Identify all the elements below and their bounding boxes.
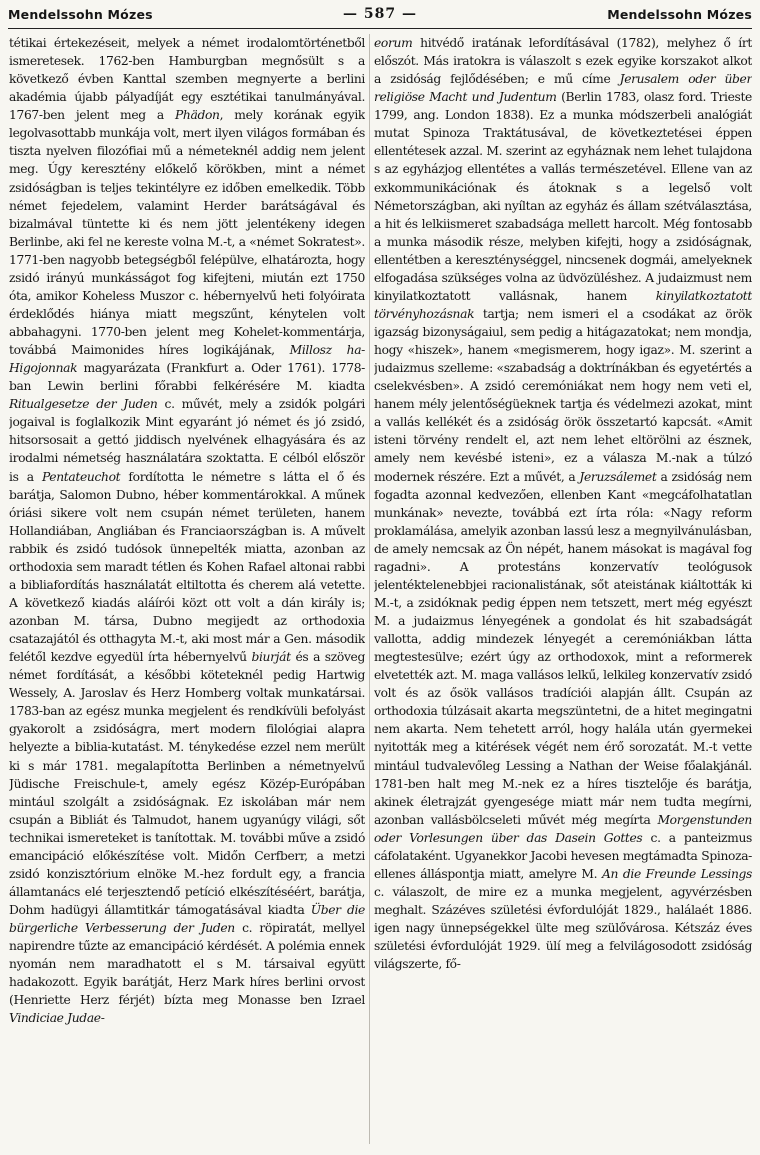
italic-title: Phädon [175,108,220,123]
text-run: magyarázata (Frankfurt a. Oder 1761). 1778-ban Lewin berlini főrabbi felkérésére M. kiadta [9,361,365,394]
italic-title: Jerusalem oder über religiöse Macht und Judentum [374,72,752,105]
italic-title: eorum [374,36,413,50]
column-divider [369,34,370,1144]
italic-title: Vindiciae Judae- [9,1011,105,1026]
italic-title: Ritualgesetze der Juden [9,397,158,412]
text-run: c. válaszolt, de mire ez a munka megjelent, agyvérzésben meghalt. Százéves születési évfordulóját 1829., halálaét 1886. igen nagy ünnepségekkel ülte meg szülővárosa. Kétszáz éves születési évfordulóját 1929. ülí meg a felvilágosodott zsidóság világszerte, fő- [374,884,752,972]
italic-title: An die Freunde Lessings [601,866,752,881]
text-run: a zsidóság nem fogadta azonnal kedvezően, ellenben Kant «megcáfolhatatlan munkának» nevezte, továbbá ezt írta róla: «Nagy reform proklamálása, amelyik azonban lassú lesz a megnyilvánulásban, de amely nemcsak az Ön népét, hanem másokat is magával fog ragadni». A protestáns konzervatív teológusok jelentéktelenebbjei racionalistának, sőt ateistának kiáltották ki M.-t, a zsidóknak pedig éppen nem tetszett, mert még egyészt M. a judaizmus lényegének a gondolat és hit szabadságát vallotta, addig mindezek lényegét a ceremóniákban látta megtestesülve; ezért úgy az orthodoxok, mint a reformerek elvetették azt. M. maga vallásos lelkű, lelkileg konzervatív zsidó volt és az ősök vallásos tradíciói alapján állt. Csupán az orthodoxia túlzásait akarta megszüntetni, de a hitet megingatni nem akarta. Nem tehetett arról, hogy halála után gyermekei nyitották meg a kitérések végét nem érő sorozatát. M.-t vette mintául tudvalevőleg Lessing a Nathan der Weise főalakjánál. 1781-ben halt meg M.-nek ez a híres tisztelője és barátja, akinek életrajzát gyengesége miatt már nem tudta megírni, azonban vallásbölcseleti művét még megírta [374,469,752,827]
text-run: fordította le németre s látta el ő és barátja, Salomon Dubno, héber kommentárokkal. A műnek óriási sikere volt nem csupán német területen, hanem Hollandiában, Angliában és Franciaországban is. A művelt rabbik és zsidó tudósok ünnepelték miatta, azonban az orthodoxia sem maradt tétlen és Kohen Rafael altonai rabbi a bibliafordítás használatát eltiltotta és cherem alá vetette. A következő kiadás aláírói közt ott volt a dán király is; azonban M. társa, Dubno megijedt az orthodoxia csatazajától és otthagyta M.-t, aki most már a Gen. második felétől kezdve egyedül írta hébernyelvű [9,469,365,665]
italic-title: Millosz ha-Higojonnak [9,343,365,376]
right-column-text [374,34,752,973]
text-run: c. a panteizmus cáfolataként. Ugyanekkor Jacobi hevesen megtámadta Spinoza-ellenes álláspontja miatt, amelyre M. [374,830,752,881]
text-run: (Berlin 1783, olasz ford. Trieste 1799, ang. London 1838). Ez a munka módszerbeli analógiát mutat Spinoza Traktátusával, de következtetései éppen ellentétesek azzal. M. szerint az egyháznak nem lehet tulajdona s az egyházjog ellentétes a vallás természetével. Ellene van az exkommunikációnak és átoknak s a legelső volt Németországban, aki nyíltan az egyház és állam szétválasztása, a hit és lelkiismeret szabadsága mellett harcolt. Még fontosabb a munka második része, melyben kifejti, hogy a zsidóságnak, ellentétben a kereszténységgel, nincsenek dogmái, amelyeknek elfogadása szükséges volna az üdvözüléshez. A judaizmust nem kinyilatkoztatott vallásnak, hanem [374,90,752,303]
text-run: c. röpiratát, mellyel napirendre tűzte az emancipáció kérdését. A polémia ennek nyomán nem maradhatott el s M. társaival együtt hadakozott. Egyik barátját, Herz Mark híres berlini orvost (Henriette Herz férjét) bízta meg Monasse ben Izrael [9,921,365,1008]
text-run: , mely korának egyik legolvasottabb munkája volt, mert ilyen világos formában és tiszta nyelven filozófiai mű a németeknél addig nem jelent meg. Úgy keresztény előkelő körökben, mint a német zsidóságban is teljes tekintélyre ez időben emelkedik. Több német fejedelem, valamint Herder barátságával és bizalmával tüntette ki és nem jött jelentékeny idegen Berlinbe, aki fel ne kereste volna M.-t, a «német Sokratest». 1771-ben nagyobb betegségből felépülve, elhatározta, hogy zsidó irányú munkásságot fog kifejteni, miután ezt 1750 óta, amikor Koheless Muszor c. hébernyelvű heti folyóirata érdeklődés hiánya miatt megszűnt, kénytelen volt abbahagyni. 1770-ben jelent meg Kohelet-kommentárja, továbbá Maimonides híres logikájának, [9,108,365,358]
italic-title: Über die bürgerliche Verbesserung der Juden [9,903,365,936]
left-column [9,34,365,1148]
text-run: tétikai értekezéseit, melyek a német irodalomtörténetből ismeretesek. 1762-ben Hamburgban megnősült s a következő évben Kanttal szemben megnyerte a berlini akadémia újabb pályadíját egy esztétikai tanulmányával. 1767-ben jelent meg a [9,36,365,123]
page-header [8,0,752,29]
text-run: tartja; nem ismeri el a csodákat az örök igazság bizonyságaiul, sem pedig a hitágazatokat; nem mondja, hogy «hiszek», hanem «megismerem, hogy igaz». M. szerint a judaizmus szelleme: «szabadság a doktrínákban és egyetértés a cselekvésben». A zsidó ceremóniákat nem hogy nem veti el, hanem mély jelentőségüeknek tartja és védelmezi azokat, mint a vallás kellékét és a zsidóság örök összetartó kapcsát. «Amit isteni törvény rendelt el, azt nem lehet eltörölni az észnek, amely nem kevésbé isteni», ez a válasza M.-nak a túlzó modernek részére. Ezt a művét, a [374,306,752,484]
running-head-left: Mendelssohn Mózes [8,6,153,22]
italic-title: kinyilatkoztatott törvényhozásnak [374,288,752,321]
italic-title: Morgenstunden oder Vorlesungen über das Dasein Gottes [374,812,752,845]
italic-title: Jeruzsálemet [579,469,657,484]
running-head-right: Mendelssohn Mózes [607,6,752,22]
right-column [374,34,752,1148]
text-run: c. művét, mely a zsidók polgári jogaival is foglalkozik Mint egyaránt jó német és jó zsidó, hitsorsosait a gettó jiddisch nyelvének elhagyására és az irodalmi németség használatára szoktatta. E célból először is a [9,397,365,484]
italic-title: biurját [251,650,291,665]
page-number: — 587 — [343,6,417,22]
text-run: és a szöveg német fordítását, a későbbi köteteknél pedig Hartwig Wessely, A. Jaroslav és Herz Homberg voltak munkatársai. 1783-ban az egész munka megjelent és rendkívüli befolyást gyakorolt a zsidóságra, mert modern filológiai alapra helyezte a biblia-kutatást. M. ténykedése ezzel nem merült ki s már 1781. megalapította Berlinben a németnyelvű Jüdische Freischule-t, amely egész Közép-Európában mintául szolgált a zsidóságnak. Ez iskolában már nem csupán a Bibliát és Talmudot, hanem ugyanúgy világi, sőt technikai ismereteket is tanítottak. M. további műve a zsidó emancipáció előkészítése volt. Midőn Cerfberr, a metzi zsidó konzisztórium elnöke M.-hez fordult egy, a francia államtanács elé terjesztendő petíció elkészítéséért, barátja, Dohm hadügyi államtitkár támogatásával kiadta [9,650,365,917]
left-column-text [9,34,365,1027]
text-run: hitvédő iratának lefordításával (1782), melyhez ő írt előszót. Más iratokra is válaszolt s ezek egyike korszakot alkot a zsidóság fejlődésében; e mű címe [374,36,752,87]
italic-title: Pentateuchot [41,469,121,484]
